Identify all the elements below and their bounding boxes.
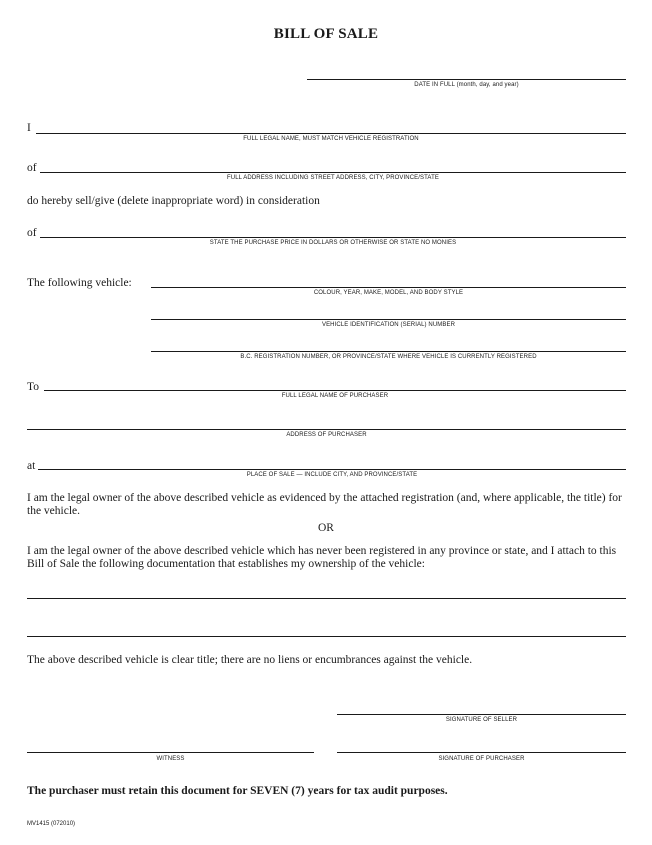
purchaser-prefix: To bbox=[27, 381, 39, 393]
or-separator: OR bbox=[318, 522, 334, 534]
witness-signature-field[interactable] bbox=[27, 752, 314, 753]
vin-caption: VEHICLE IDENTIFICATION (SERIAL) NUMBER bbox=[321, 322, 456, 328]
place-prefix: at bbox=[27, 460, 36, 472]
vehicle-description-caption: COLOUR, YEAR, MAKE, MODEL, AND BODY STYLE bbox=[313, 290, 464, 296]
seller-signature-field[interactable] bbox=[337, 714, 626, 715]
consideration-field[interactable] bbox=[40, 237, 626, 238]
purchaser-name-caption: FULL LEGAL NAME OF PURCHASER bbox=[281, 393, 389, 399]
purchaser-signature-caption: SIGNATURE OF PURCHASER bbox=[438, 756, 525, 762]
sell-statement: do hereby sell/give (delete inappropriate word) in consideration bbox=[27, 195, 320, 207]
seller-name-caption: FULL LEGAL NAME, MUST MATCH VEHICLE REGISTRATION bbox=[243, 136, 419, 142]
purchaser-signature-field[interactable] bbox=[337, 752, 626, 753]
vehicle-description-field[interactable] bbox=[151, 287, 626, 288]
ownership-unregistered-statement: I am the legal owner of the above described vehicle which has never been registered in any province or state, and I attach to this Bill of Sale the following documentation that establishes my ownership of the vehicle: bbox=[27, 545, 617, 570]
place-of-sale-field[interactable] bbox=[38, 469, 626, 470]
documentation-line-2[interactable] bbox=[27, 636, 626, 637]
vehicle-label: The following vehicle: bbox=[27, 277, 132, 289]
seller-address-caption: FULL ADDRESS INCLUDING STREET ADDRESS, CITY, PROVINCE/STATE bbox=[227, 175, 439, 181]
clear-title-statement: The above described vehicle is clear title; there are no liens or encumbrances against the vehicle. bbox=[27, 654, 473, 666]
seller-signature-caption: SIGNATURE OF SELLER bbox=[445, 717, 518, 723]
consideration-prefix: of bbox=[27, 227, 37, 239]
place-of-sale-caption: PLACE OF SALE — INCLUDE CITY, AND PROVINCE/STATE bbox=[246, 472, 418, 478]
ownership-registered-statement: I am the legal owner of the above described vehicle as evidenced by the attached registration (and, where applicable, the title) for the vehicle. bbox=[27, 492, 622, 517]
retention-notice: The purchaser must retain this document for SEVEN (7) years for tax audit purposes. bbox=[27, 785, 448, 797]
registration-caption: B.C. REGISTRATION NUMBER, OR PROVINCE/STATE WHERE VEHICLE IS CURRENTLY REGISTERED bbox=[240, 354, 537, 360]
vin-field[interactable] bbox=[151, 319, 626, 320]
document-title: BILL OF SALE bbox=[273, 26, 379, 42]
witness-caption: WITNESS bbox=[156, 756, 185, 762]
seller-address-prefix: of bbox=[27, 162, 37, 174]
date-caption: DATE IN FULL (month, day, and year) bbox=[414, 82, 519, 88]
date-field[interactable] bbox=[307, 79, 626, 80]
documentation-line-1[interactable] bbox=[27, 598, 626, 599]
consideration-caption: STATE THE PURCHASE PRICE IN DOLLARS OR OTHERWISE OR STATE NO MONIES bbox=[209, 240, 457, 246]
purchaser-address-field[interactable] bbox=[27, 429, 626, 430]
purchaser-name-field[interactable] bbox=[44, 390, 626, 391]
seller-prefix: I bbox=[27, 122, 31, 134]
registration-field[interactable] bbox=[151, 351, 626, 352]
seller-address-field[interactable] bbox=[40, 172, 626, 173]
form-number: MV1415 (072010) bbox=[27, 821, 76, 827]
purchaser-address-caption: ADDRESS OF PURCHASER bbox=[286, 432, 367, 438]
seller-name-field[interactable] bbox=[36, 133, 626, 134]
